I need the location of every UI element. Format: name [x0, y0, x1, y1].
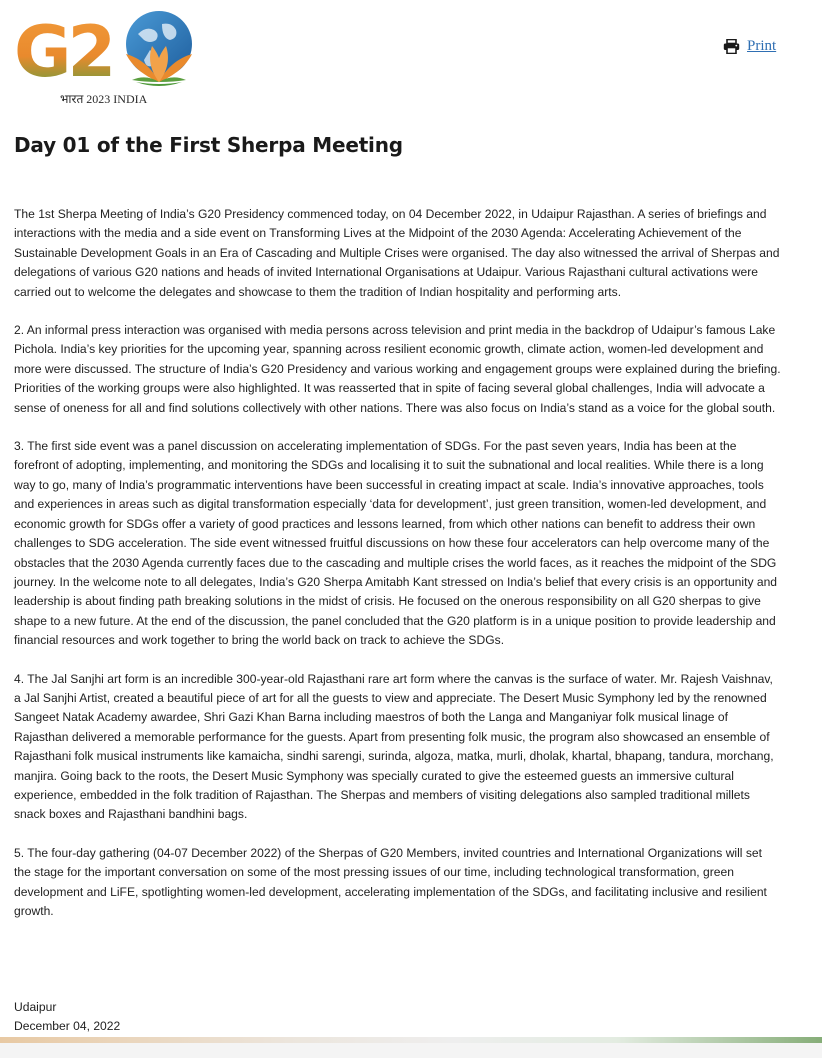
printer-icon — [723, 39, 740, 54]
print-label[interactable]: Print — [747, 38, 777, 54]
dateline — [14, 998, 120, 1037]
page-title: Day 01 of the First Sherpa Meeting — [14, 133, 403, 157]
article-paragraph: 4. The Jal Sanjhi art form is an incredible 300-year-old Rajasthani rare art form where the canvas is the surface of water. Mr. Rajesh Vaishnav, a Jal Sanjhi Artist, created a beautiful piece of art for all the guests to view and appreciate. The Desert Music Symphony led by the renowned Sangeet Natak Academy awardee, Shri Gazi Khan Barna including maestros of both the Langa and Manganiyar folk musical linage of Rajasthan delivered a memorable performance for the guests. Apart from presenting folk music, the program also showcased an ensemble of Rajasthani folk musical instruments like kamaicha, sindhi sarengi, surinda, algoza, matka, murli, dholak, khartal, bhapang, tandura, morchang, manjira. Going back to the roots, the Desert Music Symphony was specially curated to give the esteemed guests an immersive cultural experience, embedded in the folk tradition of Rajasthan. The Sherpas and members of visiting delegations also sampled traditional millets snack boxes and Rajasthani bandhini bags. — [14, 671, 774, 822]
g20-logo[interactable] — [14, 10, 200, 110]
print-button[interactable] — [723, 38, 776, 55]
g20-logo-graphic — [14, 10, 200, 90]
article-body — [14, 205, 782, 940]
logo-tagline: भारत 2023 INDIA — [60, 92, 148, 106]
article-paragraph: 5. The four-day gathering (04-07 December 2022) of the Sherpas of G20 Members, invited countries and International Organizations will set the stage for the important conversation on some of the most pressing issues of our time, including technological transformation, green development and LiFE, spotlighting women-led development, accelerating implementation of the SDGs, and facilitating inclusive and resilient growth. — [14, 845, 767, 918]
article-paragraph: 3. The first side event was a panel discussion on accelerating implementation of SDGs. For the past seven years, India has been at the forefront of adopting, implementing, and monitoring the SDGs and localising it to suit the subnational and local realities. While there is a long way to go, many of India’s programmatic interventions have been successful in creating impact at scale. India’s innovative approaches, tools and experiences in areas such as digital transformation especially ‘data for development’, just green transition, women-led development, and economic growth for SDGs offer a variety of good practices and lessons learned, from which other nations can benefit to address their own challenges to SDG acceleration. The side event witnessed fruitful discussions on how these four accelerators can help overcome many of the obstacles that the 2030 Agenda currently faces due to the cascading and multiple crises the world faces, as it reaches the midpoint of the SDG journey. In the welcome note to all delegates, India’s G20 Sherpa Amitabh Kant stressed on India’s belief that every crisis is an opportunity and leadership is about finding path breaking solutions in the midst of crisis. He focused on the onerous responsibility on all G20 sherpas to give shape to a new future. At the end of the discussion, the panel concluded that the G20 platform is in a unique position to provide leadership and financial resources and work together to bring the world back on track to achieve the SDGs. — [14, 439, 778, 648]
dateline-date: December 04, 2022 — [14, 1019, 121, 1034]
dateline-place: Udaipur — [14, 1000, 57, 1014]
svg-text:G2: G2 — [14, 11, 113, 90]
article-paragraph: 2. An informal press interaction was organised with media persons across television and print media in the backdrop of Udaipur’s famous Lake Pichola. India’s key priorities for the upcoming year, spanning across resilient economic growth, climate action, women-led development and more were discussed. The structure of India’s G20 Presidency and various working and engagement groups were explained during the briefing. Priorities of the working groups were also highlighted. It was reasserted that in spite of facing several global challenges, India will advocate a sense of oneness for all and find solutions collectively with other nations. There was also focus on India’s stand as a voice for the global south. — [14, 323, 781, 415]
footer-strip — [0, 1043, 822, 1058]
article-paragraph: The 1st Sherpa Meeting of India’s G20 Presidency commenced today, on 04 December 2022, in Udaipur Rajasthan. A series of briefings and interactions with the media and a side event on Transforming Lives at the Midpoint of the 2030 Agenda: Accelerating Achievement of the Sustainable Development Goals in an Era of Cascading and Multiple Crises were organised. The day also witnessed the arrival of Sherpas and delegations of various G20 nations and heads of invited International Organisations at Udaipur. Various Rajasthani cultural activations were carried out to welcome the delegates and showcase to them the tradition of Indian hospitality and performing arts. — [14, 207, 780, 299]
